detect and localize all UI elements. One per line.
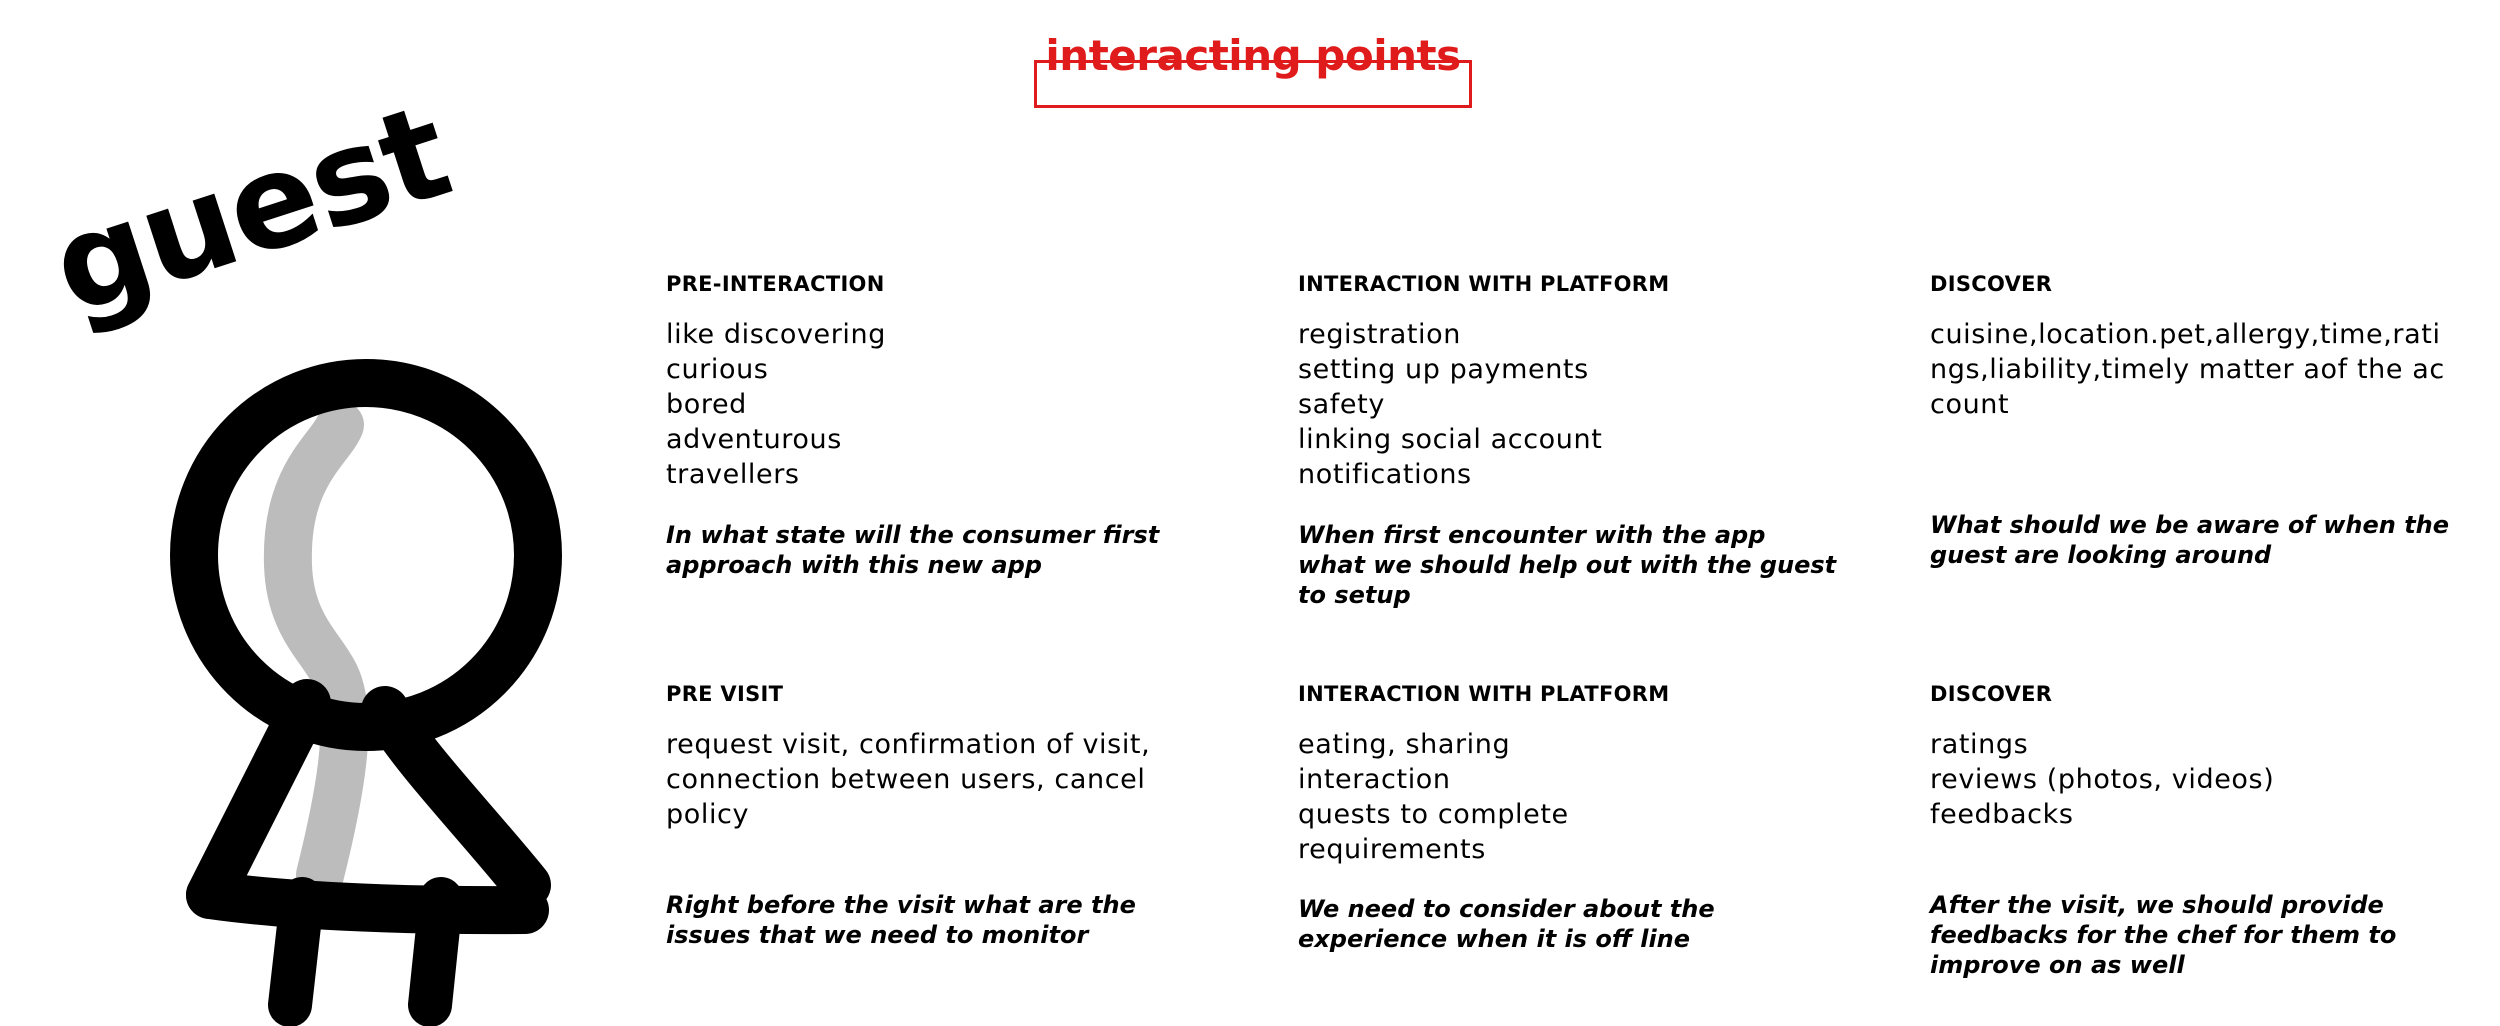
list-item: connection between users, cancel (666, 764, 1146, 795)
list-item: eating, sharing (1298, 729, 1511, 760)
list-item: requirements (1298, 834, 1486, 865)
list-item: feedbacks (1930, 799, 2074, 830)
block-note: In what state will the consumer first approach with this new app (666, 521, 1160, 579)
figure-right-leg (430, 899, 441, 1005)
block-items (1298, 317, 1858, 492)
list-item: notifications (1298, 459, 1472, 490)
block-note: After the visit, we should provide feedbacks for the chef for them to improve on as well (1930, 891, 2397, 979)
pre-interaction-block (666, 270, 1226, 579)
figure-right-body (385, 710, 527, 885)
list-item: linking social account (1298, 424, 1603, 455)
list-item: policy (666, 799, 750, 830)
figure-left-leg (290, 899, 302, 1005)
interaction-platform-block-1 (1298, 270, 1858, 609)
figure-shadow (288, 425, 345, 875)
figure-base (210, 895, 525, 910)
block-heading: DISCOVER (1930, 272, 2053, 296)
block-note: We need to consider about the experience when it is off line (1298, 895, 1715, 953)
block-items (666, 317, 1226, 492)
guest-figure-illustration (170, 355, 570, 1026)
list-item: ratings (1930, 729, 2029, 760)
list-item: request visit, confirmation of visit, (666, 729, 1151, 760)
block-note: What should we be aware of when the guest are looking around (1930, 511, 2450, 569)
block-heading: PRE VISIT (666, 682, 784, 706)
discover-block-1 (1930, 270, 2450, 569)
block-heading: INTERACTION WITH PLATFORM (1298, 272, 1670, 296)
block-heading: INTERACTION WITH PLATFORM (1298, 682, 1670, 706)
page-title: interacting points (1045, 31, 1461, 80)
list-item: quests to complete (1298, 799, 1569, 830)
interaction-platform-block-2 (1298, 680, 1858, 953)
list-item: safety (1298, 389, 1385, 420)
block-items (1298, 727, 1858, 867)
list-item: like discovering (666, 319, 886, 350)
block-items (666, 727, 1226, 832)
discover-block-2 (1930, 680, 2450, 979)
list-item: registration (1298, 319, 1461, 350)
list-item: bored (666, 389, 747, 420)
guest-label: guest (34, 74, 466, 345)
block-heading: DISCOVER (1930, 682, 2053, 706)
block-items (1930, 727, 2450, 832)
list-item: setting up payments (1298, 354, 1589, 385)
list-item: curious (666, 354, 769, 385)
pre-visit-block (666, 680, 1226, 949)
list-item: travellers (666, 459, 800, 490)
block-note: When first encounter with the app what we should help out with the guest to setup (1298, 521, 1837, 609)
list-item: reviews (photos, videos) (1930, 764, 2275, 795)
block-heading: PRE-INTERACTION (666, 272, 885, 296)
figure-left-body (210, 703, 307, 895)
list-item: adventurous (666, 424, 842, 455)
block-note: Right before the visit what are the issues that we need to monitor (666, 891, 1136, 949)
figure-head (194, 383, 538, 727)
block-body: cuisine,location.pet,allergy,time,ratings,liability,timely matter aof the account (1930, 319, 2445, 420)
list-item: interaction (1298, 764, 1451, 795)
